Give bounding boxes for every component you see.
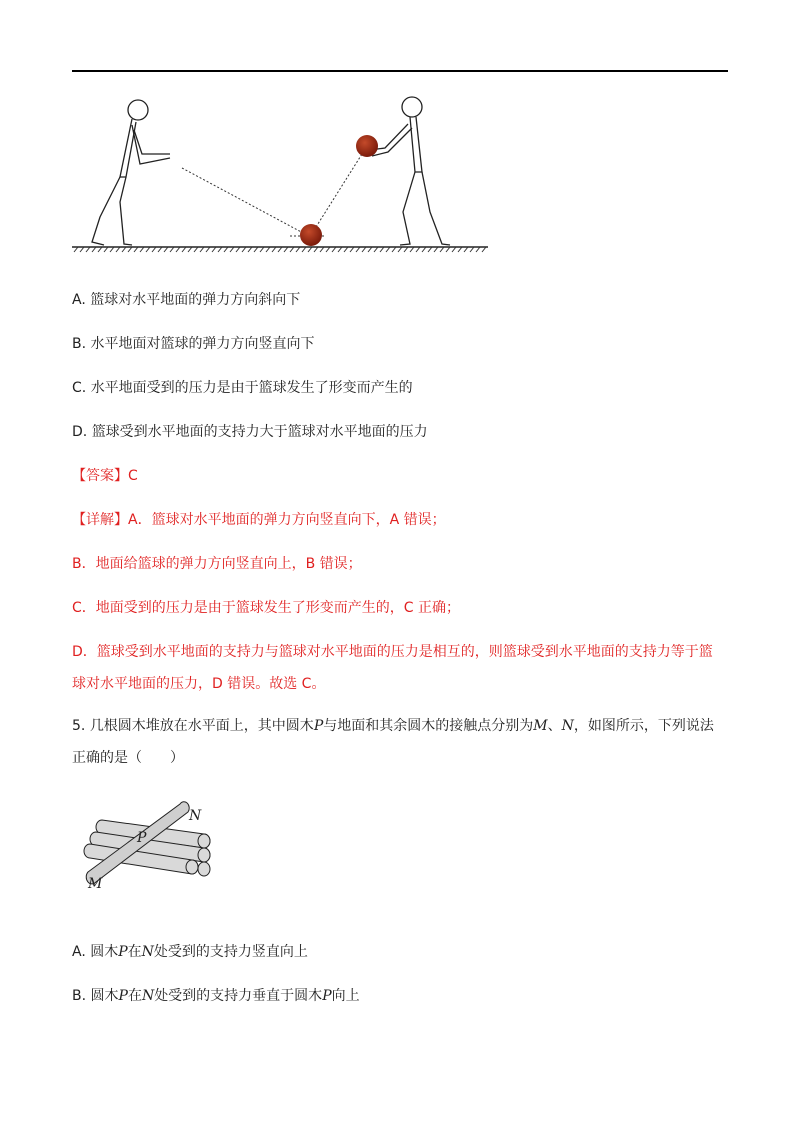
answer-tag: 【答案】 [72, 468, 128, 484]
q4-analysis-line-1 [72, 510, 446, 530]
q4-answer [72, 466, 138, 486]
q5-option-a [72, 942, 308, 962]
label-p: P [137, 830, 147, 846]
option-text: 在 [127, 944, 142, 960]
option-text: 篮球受到水平地面的支持力大于篮球对水平地面的压力 [91, 424, 428, 440]
var-p: P [118, 988, 128, 1004]
analysis-tag: 【详解】 [72, 512, 128, 528]
option-text: 在 [127, 988, 142, 1004]
q5-stem-line-1 [72, 716, 714, 736]
option-letter: A. [72, 944, 86, 960]
stem-text: ，如图所示，下列说法 [573, 718, 714, 734]
ball-trajectory [182, 154, 362, 236]
option-letter: B. [72, 336, 87, 352]
option-text: 向上 [331, 988, 360, 1004]
option-text: 圆木 [90, 944, 119, 960]
label-n: N [189, 808, 202, 824]
option-letter: C. [72, 380, 87, 396]
q4-analysis-line-5: 球对水平地面的压力，D 错误。故选 C。 [72, 676, 326, 692]
q5-stem-line-2: 正确的是（ ） [72, 750, 184, 766]
question-number: 5. [72, 718, 86, 734]
basketball-ground [300, 224, 322, 246]
stem-text: 几根圆木堆放在水平面上，其中圆木 [89, 718, 314, 734]
ground [72, 247, 488, 252]
option-letter: B. [72, 988, 87, 1004]
var-n: N [141, 944, 154, 960]
option-text: 处受到的支持力垂直于圆木 [154, 988, 323, 1004]
q4-option-b [72, 334, 315, 354]
option-text: 处受到的支持力竖直向上 [153, 944, 308, 960]
basketball-held [356, 135, 378, 157]
option-letter: D. [72, 424, 88, 440]
option-text: 水平地面对篮球的弹力方向竖直向下 [90, 336, 315, 352]
q4-analysis-line-4: D．篮球受到水平地面的支持力与篮球对水平地面的压力是相互的，则篮球受到水平地面的支持力等于篮 [72, 644, 713, 660]
option-letter: A. [72, 292, 86, 308]
left-person [92, 100, 170, 245]
header-rule [72, 70, 728, 72]
stem-text: 与地面和其余圆木的接触点分别为 [323, 718, 534, 734]
q4-analysis-line-2: B．地面给篮球的弹力方向竖直向上，B 错误； [72, 556, 362, 572]
separator: 、 [547, 718, 562, 734]
var-n: N [141, 988, 155, 1004]
option-text: 水平地面受到的压力是由于篮球发生了形变而产生的 [90, 380, 413, 396]
var-n: N [561, 718, 574, 734]
q4-analysis-line-3: C．地面受到的压力是由于篮球发生了形变而产生的，C 正确； [72, 600, 460, 616]
var-m: M [533, 718, 548, 734]
stacked-logs-figure [76, 798, 226, 894]
option-text: 圆木 [90, 988, 119, 1004]
option-text: 篮球对水平地面的弹力方向斜向下 [90, 292, 301, 308]
answer-value: C [128, 468, 138, 484]
q5-option-b [72, 986, 360, 1006]
var-p: P [322, 988, 332, 1004]
analysis-text: A．篮球对水平地面的弹力方向竖直向下，A 错误； [128, 512, 446, 528]
label-m: M [88, 876, 103, 892]
var-p: P [313, 718, 324, 734]
q4-option-d [72, 422, 428, 442]
basketball-bounce-figure [70, 92, 490, 257]
q4-option-c [72, 378, 413, 398]
var-p: P [118, 944, 128, 960]
q4-option-a [72, 290, 300, 310]
right-person [370, 97, 450, 245]
